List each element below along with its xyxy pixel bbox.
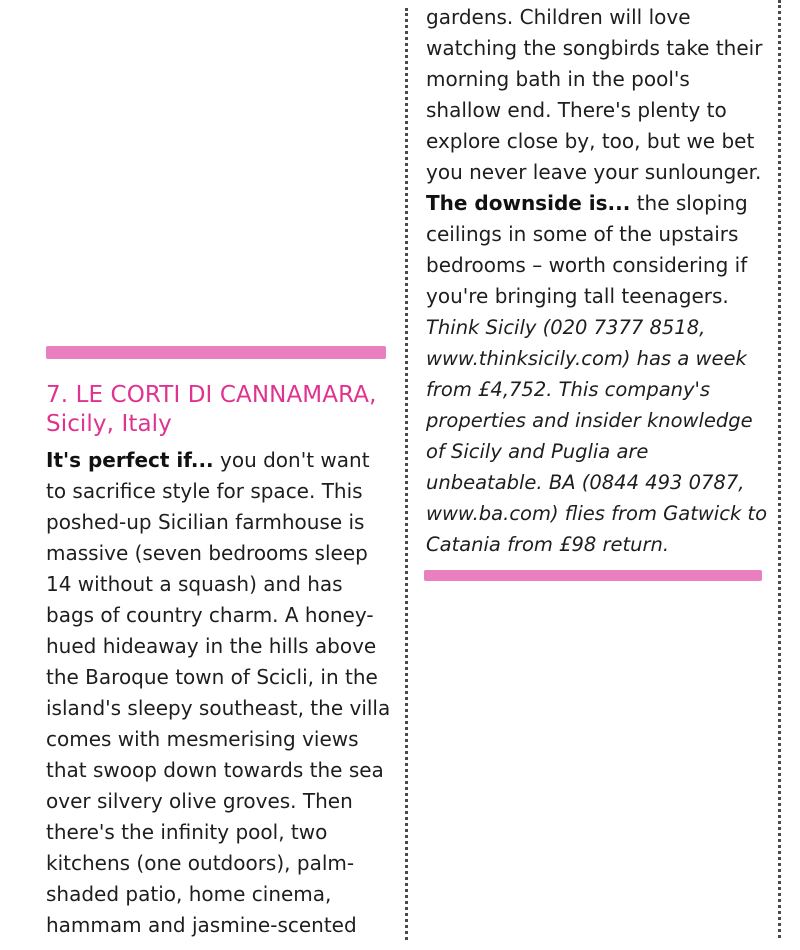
section-bottom-bar <box>424 570 762 581</box>
booking-info: Think Sicily (020 7377 8518, www.thinksicily.com) has a week from £4,752. This company's properties and insider knowledge of Sicily and Puglia are unbeatable. BA (0844 493 0787, www.ba.com) flies from Gatwick to Catania from £98 return. <box>426 316 768 556</box>
downside-paragraph <box>426 188 771 312</box>
continuation-paragraph <box>426 2 771 188</box>
downside-text: the sloping ceilings in some of the upstairs bedrooms – worth considering if you're bringing tall teenagers. <box>426 191 748 308</box>
right-column <box>426 2 771 581</box>
article-location: , Sicily, Italy <box>46 382 377 437</box>
perfect-if-text: you don't want to sacrifice style for space. This poshed-up Sicilian farmhouse is massive (seven bedrooms sleep 14 without a squash) and has bags of country charm. A honey-hued hideaway in the hills above the Baroque town of Scicli, in the island's sleepy southeast, the villa comes with mesmerising views that swoop down towards the sea over silvery olive groves. Then there's the infinity pool, two kitchens (one outdoors), palm-shaded patio, home cinema, hammam and jasmine-scented <box>46 448 391 937</box>
downside-label: The downside is... <box>426 191 631 215</box>
article-heading <box>46 381 391 439</box>
page-edge-divider <box>778 0 781 938</box>
left-column <box>46 346 391 941</box>
perfect-if-label: It's perfect if... <box>46 448 214 472</box>
perfect-if-paragraph <box>46 445 391 941</box>
article-title: LE CORTI DI CANNAMARA <box>75 382 370 408</box>
column-divider <box>405 8 408 940</box>
article-number: 7. <box>46 382 69 408</box>
continuation-text: gardens. Children will love watching the songbirds take their morning bath in the pool's shallow end. There's plenty to explore close by, too, but we bet you never leave your sunlounger. <box>426 5 763 184</box>
section-top-bar <box>46 346 386 359</box>
